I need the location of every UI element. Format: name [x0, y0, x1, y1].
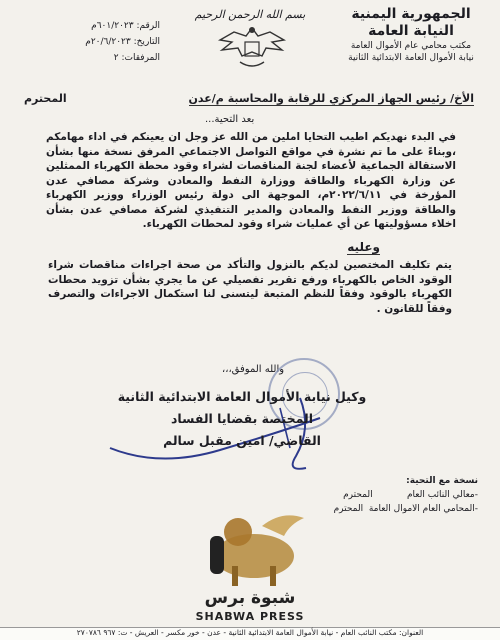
attachments-value: ٢ [113, 53, 119, 63]
footer-address: العنوان: مكتب النائب العام - نيابة الأموال العامة الابتدائية الثانية - عدن - خور مكسر - العريش - ت: ٩٦٧ ٢٧٠٧٨٦ [0, 627, 500, 640]
letterhead-left [30, 18, 160, 66]
conclusion-heading: وعليه [347, 240, 380, 254]
addressee-honorific: المحترم [24, 92, 67, 105]
copy-item [228, 488, 478, 502]
body-paragraph-2: يتم تكليف المختصين لديكم بالنزول والتأكد من صحة اجراءات مناقصات شراء الوقود الخاص بالكهرباء ورفع تقرير تفصيلي عن ما يجري بشأن تزويد محطات الكهرباء بالوقود وفقاً للنظم المتبعة ليتسنى لنا استكمال الاجراءات والتصرف وفقاً للقانون . [48, 259, 452, 315]
office-name: مكتب محامي عام الأموال العامة [350, 41, 472, 51]
body-paragraph-1: في البدء نهديكم اطيب التحايا املين من الله عز وجل ان يعينكم في اداء مهامكم ،وبناءً على ما تم نشرة في مواقع التواصل الاجتماعي المرفق نسخة منها بشأن الاستقالة الجماعية لأعضاء لجنة المناقصات لشراء وقود محطة الكهرباء الممثلين عن وزارة الكهرباء والطاقة ووزارة النفط والمعادن وشركة مصافي عدن المؤرخة في ٢٠٢٢/٦/١١م، الموجهة الى دولة رئيس الوزراء ووزير الكهرباء والطاقة ووزير النفط والمعادن والمدير التنفيذي لشركة مصافي عدن بشأن اخلاء مسؤوليتها عن أي عمليات شراء وقود لمحطات الكهرباء. [46, 131, 456, 230]
ref-value: ٦٠١/٢٠٢٣م [91, 21, 134, 31]
attachments-label: المرفقات: [121, 53, 160, 63]
watermark-arabic: شبوة برس [204, 588, 296, 608]
signatory-title: وكيل نيابة الأموال العامة الابتدائية الثانية [117, 389, 367, 404]
letterhead-right [336, 6, 486, 64]
copy-recipient: -المحامي العام الاموال العامة [368, 504, 478, 514]
closing-phrase: والله الموفق،،، [222, 364, 285, 375]
country-name: الجمهورية اليمنية [351, 6, 471, 22]
copies-heading: نسخة مع التحية: [406, 476, 478, 486]
copy-recipient: -معالي النائب العام [406, 490, 478, 500]
copy-honorific: المحترم [343, 490, 373, 500]
signature-block [92, 386, 392, 452]
branch-name: نيابة الأموال العامة الابتدائية الثانية [348, 53, 474, 63]
greeting: بعد التحية... [205, 114, 255, 125]
ref-row [30, 18, 160, 34]
eagle-emblem-icon [212, 22, 292, 74]
agency-name: النيابة العامة [368, 23, 454, 39]
ref-label: الرقم: [136, 21, 160, 31]
signatory-name: القاضي/ امين مقبل سالم [163, 433, 321, 448]
date-value: ٢٠/٦/٢٠٢٣م [85, 37, 131, 47]
watermark-english: SHABWA PRESS [195, 610, 305, 623]
signatory-department: المختصة بقضايا الفساد [171, 411, 313, 426]
addressee-name: الأخ/ رئيس الجهاز المركزي للرقابة والمحاسبة م/عدن [188, 92, 474, 105]
addressee-line [24, 92, 474, 105]
attachments-row [30, 50, 160, 66]
basmala: بسم الله الرحمن الرحيم [194, 8, 306, 21]
date-label: التاريخ: [133, 37, 160, 47]
copy-honorific: المحترم [333, 504, 364, 514]
date-row [30, 34, 160, 50]
lion-logo-icon [192, 506, 316, 590]
